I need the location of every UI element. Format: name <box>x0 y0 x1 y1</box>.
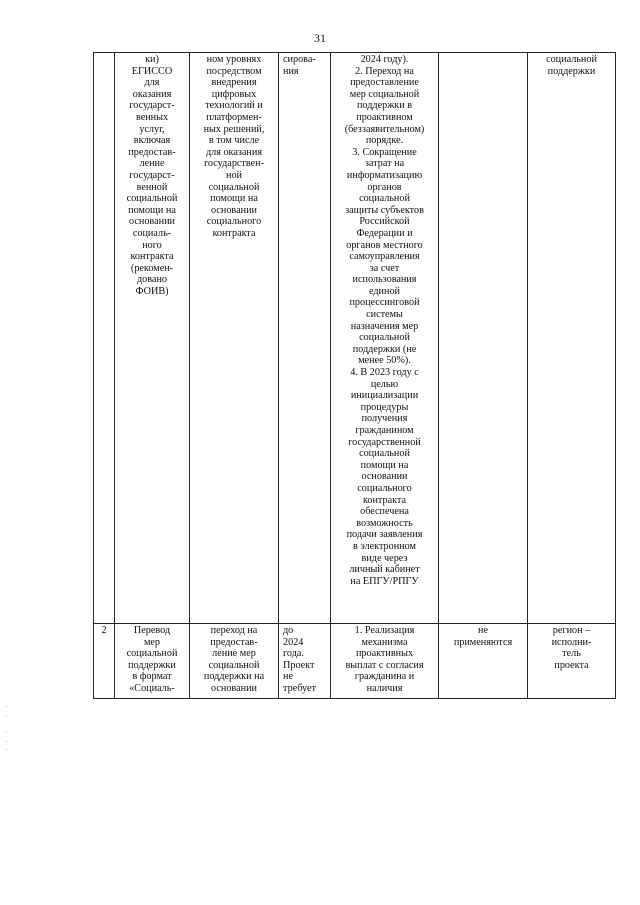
cell-line: социального <box>206 216 262 228</box>
cell-line: самоуправления <box>349 251 420 263</box>
cell-line: ных решений, <box>203 123 265 135</box>
cell-line: социальной <box>208 659 260 671</box>
cell-line: социаль- <box>132 227 172 239</box>
cell-line: проактивном <box>356 111 413 123</box>
cell-line: государст- <box>129 169 175 181</box>
cell-line: платформен- <box>206 111 262 123</box>
table-row <box>94 53 616 624</box>
cell-line: проекта <box>554 659 589 671</box>
cell-line: (беззаявительном) <box>344 123 425 135</box>
cell-line: регион – <box>552 625 591 636</box>
cell-line: личный кабинет <box>349 564 420 576</box>
cell-line: венных <box>135 111 169 123</box>
measure-description-cell <box>190 624 279 699</box>
cell-line: 4. В 2023 году с <box>350 367 419 379</box>
deadline-cell <box>279 53 331 624</box>
cell-line: ление мер <box>212 648 256 660</box>
cell-line: для <box>144 77 160 89</box>
cell-line: процедуры <box>360 401 409 413</box>
cell-line: 1. Реализация <box>354 625 415 636</box>
row-number: 2 <box>101 625 107 636</box>
cell-line: основании <box>361 471 408 483</box>
cell-line: Федерации и <box>356 227 413 239</box>
cell-line: поддержки <box>128 659 176 671</box>
cell-line: единой <box>368 285 401 297</box>
cell-line: довано <box>136 274 168 286</box>
measure-name-text <box>119 54 185 297</box>
expected-results-text <box>335 625 434 695</box>
cell-line: включая <box>133 135 171 147</box>
cell-line: гражданином <box>355 425 414 436</box>
cell-line: (рекомен- <box>130 262 174 274</box>
cell-line: ФОИВ) <box>135 285 169 297</box>
responsible-cell <box>528 53 616 624</box>
measure-name-text <box>119 625 185 695</box>
cell-line: социального <box>357 482 412 494</box>
cell-line: ЕГИССО <box>131 65 173 77</box>
cell-line: оказания <box>132 88 172 100</box>
cell-line: контракта <box>130 251 174 263</box>
cell-line: 3. Сокращение <box>352 146 417 158</box>
cell-line: в том числе <box>208 135 260 147</box>
cell-line: социальной <box>126 193 178 205</box>
legal-acts-cell <box>439 53 528 624</box>
cell-line: поддержки в <box>356 100 413 112</box>
expected-results-text <box>335 54 434 587</box>
cell-line: социальной <box>359 193 410 205</box>
cell-line: «Социаль- <box>129 682 175 694</box>
responsible-text <box>532 625 611 671</box>
cell-line: основании <box>211 682 257 694</box>
row-number-cell <box>94 624 115 699</box>
measure-description-text <box>194 54 274 240</box>
cell-line: тель <box>562 648 581 660</box>
legal-acts-text <box>443 625 523 648</box>
legal-acts-cell <box>439 624 528 699</box>
cell-line: менее 50%). <box>358 355 411 367</box>
cell-line: на ЕПГУ/РПГУ <box>350 575 419 587</box>
cell-line: ной <box>226 169 242 181</box>
cell-line: затрат на <box>364 158 405 170</box>
cell-line: цифровых <box>211 88 257 100</box>
cell-line: мер <box>143 636 161 648</box>
cell-line: исполни- <box>551 636 592 648</box>
cell-line: предоставление <box>350 77 419 89</box>
cell-line: не <box>283 671 293 683</box>
cell-line: органов местного <box>346 239 423 251</box>
cell-line: за счет <box>369 262 400 274</box>
cell-line: не <box>478 625 488 636</box>
cell-line: помощи на <box>360 459 409 471</box>
cell-line: поддержки на <box>203 671 265 683</box>
cell-line: государственной <box>348 436 421 448</box>
cell-line: системы <box>366 309 403 321</box>
cell-line: 2024 году). <box>360 54 409 65</box>
measure-name-cell <box>115 624 190 699</box>
cell-line: возможность <box>356 517 413 529</box>
cell-line: мер социальной <box>349 88 420 100</box>
cell-line: Российской <box>359 216 410 228</box>
measure-description-text <box>194 625 274 695</box>
cell-line: процессинговой <box>349 297 420 309</box>
cell-line: до <box>283 625 294 636</box>
table-row <box>94 624 616 699</box>
cell-line: ление <box>139 158 165 170</box>
cell-line: использования <box>352 274 417 286</box>
responsible-text <box>532 54 611 77</box>
cell-line: предостав- <box>210 636 258 648</box>
cell-line: технологий и <box>205 100 263 112</box>
cell-line: ном уровнях <box>206 54 262 65</box>
cell-line: помощи на <box>210 193 258 205</box>
cell-line: социальной <box>126 648 178 660</box>
cell-line: для оказания <box>205 146 263 158</box>
cell-line: получения <box>361 413 408 425</box>
cell-line: Перевод <box>133 625 171 636</box>
cell-line: гражданина и <box>354 671 415 683</box>
deadline-cell <box>279 624 331 699</box>
cell-line: защиты субъектов <box>345 204 424 216</box>
cell-line: применяются <box>453 636 513 648</box>
cell-line: посредством <box>206 65 262 77</box>
cell-line: венной <box>136 181 168 193</box>
cell-line: внедрения <box>211 77 257 89</box>
responsible-cell <box>528 624 616 699</box>
cell-line: поддержки <box>547 65 596 77</box>
cell-line: социальной <box>208 181 260 193</box>
expected-results-cell <box>331 624 439 699</box>
cell-line: информатизацию <box>346 169 423 181</box>
cell-line: сирова- <box>283 54 316 65</box>
cell-line: назначения мер <box>350 320 419 332</box>
expected-results-cell <box>331 53 439 624</box>
cell-line: социальной <box>359 332 410 344</box>
cell-line: социальной <box>359 448 410 460</box>
cell-line: ного <box>142 239 162 251</box>
cell-line: основании <box>211 204 257 216</box>
cell-line: инициализации <box>350 390 419 402</box>
cell-line: наличия <box>366 682 403 694</box>
cell-line: выплат с согласия <box>345 659 424 671</box>
cell-line: года. <box>283 648 304 660</box>
cell-line: ния <box>283 65 299 77</box>
cell-line: государст- <box>129 100 175 112</box>
cell-line: в электронном <box>353 540 416 552</box>
page-number: 31 <box>314 31 326 45</box>
cell-line: порядке. <box>365 135 404 147</box>
cell-line: услуг, <box>139 123 165 135</box>
cell-line: требует <box>283 682 316 694</box>
measures-table <box>93 52 616 699</box>
cell-line: ки) <box>145 54 159 65</box>
cell-line: переход на <box>210 625 258 636</box>
cell-line: обеспечена <box>360 506 409 518</box>
cell-line: 2024 <box>283 636 304 648</box>
cell-line: целью <box>370 378 399 390</box>
cell-line: основании <box>129 216 175 228</box>
cell-line: в формат <box>132 671 172 683</box>
cell-line: механизма <box>361 636 408 648</box>
cell-line: государствен- <box>204 158 264 170</box>
cell-line: 2. Переход на <box>355 65 414 77</box>
cell-line: социальной <box>546 54 597 65</box>
cell-line: помощи на <box>128 204 176 216</box>
cell-line: Проект <box>283 659 315 671</box>
cell-line: виде через <box>361 552 408 564</box>
row-number-cell <box>94 53 115 624</box>
cell-line: подачи заявления <box>346 529 423 541</box>
cell-line: контракта <box>212 227 256 239</box>
cell-line: поддержки (не <box>352 343 417 355</box>
cell-line: проактивных <box>355 648 414 660</box>
cell-line: контракта <box>362 494 407 506</box>
measure-description-cell <box>190 53 279 624</box>
deadline-text <box>283 625 326 695</box>
measure-name-cell <box>115 53 190 624</box>
cell-line: предостав- <box>128 146 176 158</box>
cell-line: органов <box>367 181 402 193</box>
deadline-text <box>283 54 326 77</box>
